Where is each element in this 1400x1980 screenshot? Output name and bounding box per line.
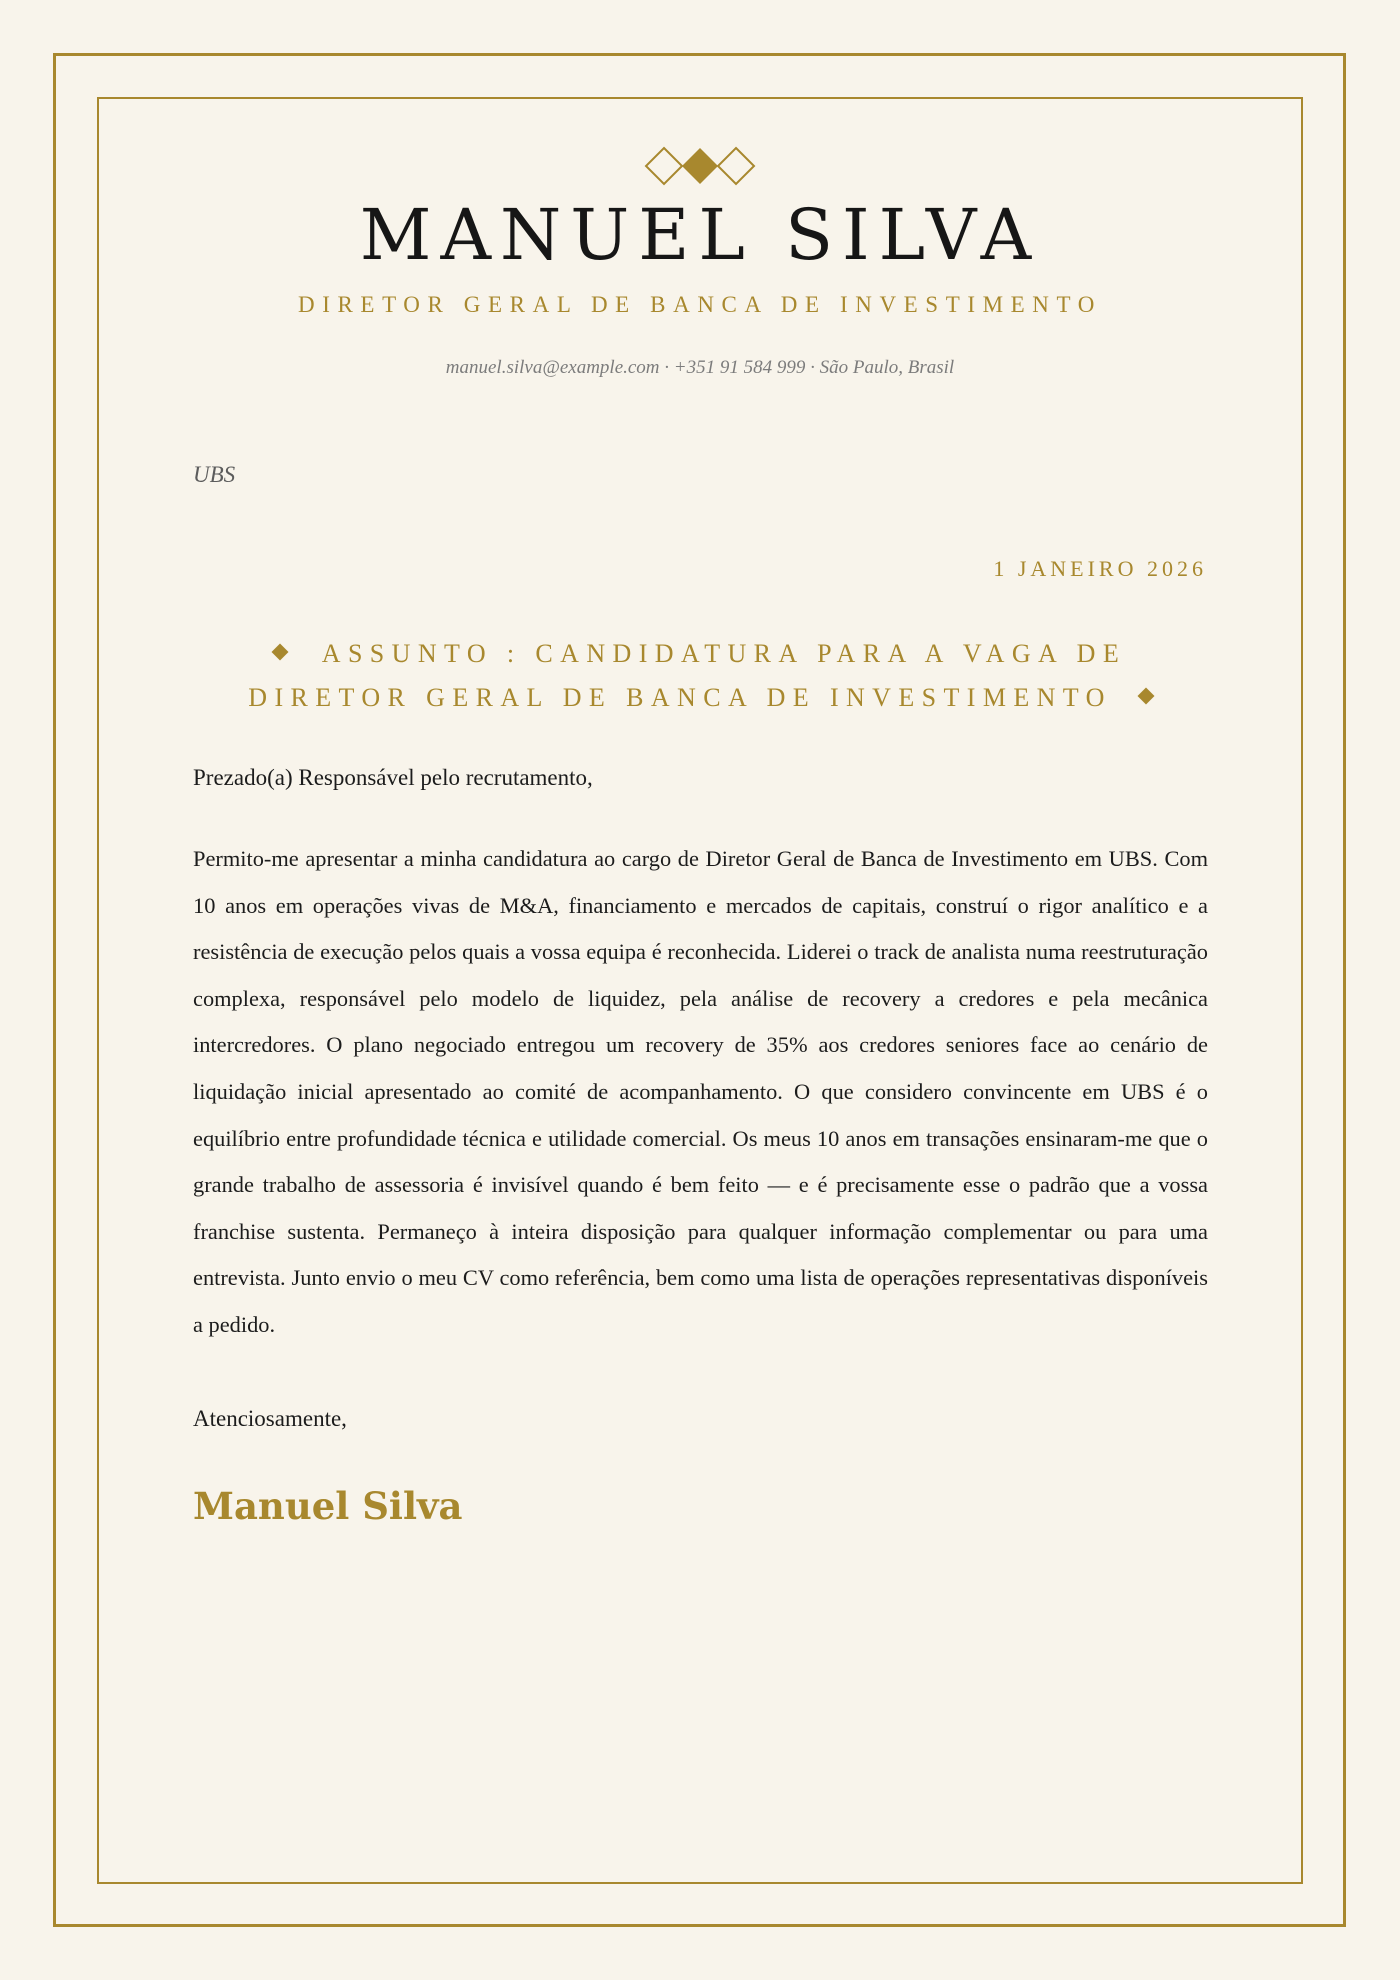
signature: Manuel Silva <box>193 1484 463 1528</box>
applicant-name: MANUEL SILVA <box>359 194 1041 276</box>
subject-text-2: DIRETOR GERAL DE BANCA DE INVESTIMENTO <box>248 683 1112 712</box>
diamond-bullet-icon <box>1137 688 1154 705</box>
applicant-job-title: DIRETOR GERAL DE BANCA DE INVESTIMENTO <box>298 292 1102 317</box>
subject-line-1 <box>200 632 1200 676</box>
subject-line-2 <box>200 676 1200 720</box>
subject-text-1: ASSUNTO : CANDIDATURA PARA A VAGA DE <box>321 639 1127 668</box>
salutation: Prezado(a) Responsável pelo recrutamento, <box>193 765 593 790</box>
recipient-company: UBS <box>193 462 236 487</box>
diamond-ornament-icon <box>643 145 757 187</box>
diamond-bullet-icon <box>271 644 288 661</box>
closing: Atenciosamente, <box>193 1406 347 1431</box>
contact-info: manuel.silva@example.com · +351 91 584 999 · São Paulo, Brasil <box>445 357 955 378</box>
subject-line <box>200 632 1200 720</box>
letter-body: Permito-me apresentar a minha candidatura ao cargo de Diretor Geral de Banca de Investimento em UBS. Com 10 anos em operações vivas de M&A, financiamento e mercados de capitais, construí o rigor analítico e a resistência de execução pelos quais a vossa equipa é reconhecida. Liderei o track de analista numa reestruturação complexa, responsável pelo modelo de liquidez, pela análise de recovery a credores e pela mecânica intercredores. O plano negociado entregou um recovery de 35% aos credores seniores face ao cenário de liquidação inicial apresentado ao comité de acompanhamento. O que considero convincente em UBS é o equilíbrio entre profundidade técnica e utilidade comercial. Os meus 10 anos em transações ensinaram-me que o grande trabalho de assessoria é invisível quando é bem feito — e é precisamente esse o padrão que a vossa franchise sustenta. Permaneço à inteira disposição para qualquer informação complementar ou para uma entrevista. Junto envio o meu CV como referência, bem como uma lista de operações representativas disponíveis a pedido. <box>193 846 1208 1337</box>
letter-date: 1 JANEIRO 2026 <box>993 556 1207 581</box>
